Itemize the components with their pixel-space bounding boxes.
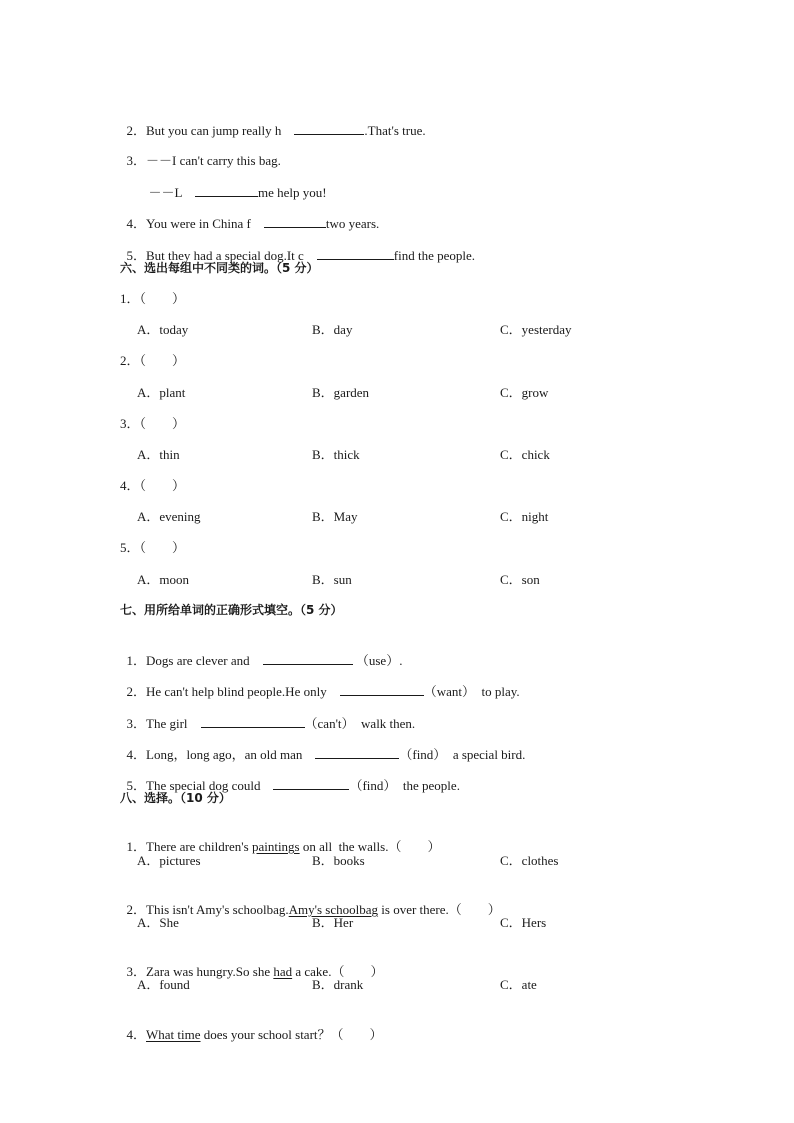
- question-number: 1．: [126, 839, 147, 854]
- option-a[interactable]: A．She: [137, 915, 179, 930]
- word-hint: （find）: [399, 747, 447, 762]
- option-c[interactable]: C．Hers: [500, 915, 547, 930]
- option-b[interactable]: B．books: [312, 853, 365, 868]
- question-text-end: walk then.: [361, 716, 416, 731]
- answer-blank[interactable]: [294, 121, 364, 135]
- option-c[interactable]: C．grow: [500, 385, 549, 400]
- s6-q2: [120, 352, 185, 370]
- answer-paren[interactable]: （ ）: [139, 291, 186, 306]
- answer-blank[interactable]: [317, 246, 394, 260]
- question-text-end[interactable]: does your school start？（ ）: [200, 1027, 383, 1042]
- question-number: 4．: [126, 216, 147, 231]
- question-text-end[interactable]: on all the walls.（ ）: [299, 839, 441, 854]
- question-number: 2．: [126, 684, 147, 699]
- underlined-word: What time: [146, 1027, 201, 1042]
- question-number: 1．: [126, 653, 147, 668]
- question-text: －－L: [148, 185, 182, 200]
- answer-blank[interactable]: [264, 214, 326, 228]
- option-a[interactable]: A．pictures: [137, 853, 201, 868]
- question-text: This isn't Amy's schoolbag.: [146, 902, 289, 917]
- word-hint: （use）: [355, 653, 400, 668]
- question-number: 3．: [126, 153, 147, 168]
- s6-q3: [120, 415, 185, 433]
- underlined-word: paintings: [251, 839, 300, 854]
- option-c[interactable]: C．yesterday: [500, 322, 572, 337]
- s6-q5: [120, 539, 185, 557]
- question-number: 3．: [126, 716, 147, 731]
- word-hint: （can't）: [304, 716, 355, 731]
- option-b[interactable]: B．Her: [312, 915, 354, 930]
- answer-blank[interactable]: [273, 776, 349, 790]
- section-6-title: 六、选出每组中不同类的词。（5 分）: [120, 261, 319, 275]
- option-b[interactable]: B．May: [312, 509, 358, 524]
- option-a[interactable]: A．today: [137, 322, 189, 337]
- question-number: 4．: [120, 478, 140, 493]
- option-c[interactable]: C．chick: [500, 447, 550, 462]
- question-number: 5．: [126, 248, 147, 263]
- question-text-end: two years.: [325, 216, 380, 231]
- question-text-end: me help you!: [257, 185, 327, 200]
- question-text: He can't help blind people.He only: [146, 684, 327, 699]
- option-a[interactable]: A．plant: [137, 385, 186, 400]
- answer-blank[interactable]: [315, 745, 399, 759]
- word-hint: （want）: [423, 684, 475, 699]
- question-number: 4．: [126, 1027, 147, 1042]
- question-text-end: the people.: [402, 778, 460, 793]
- underlined-word: had: [273, 964, 293, 979]
- question-number: 2．: [126, 123, 147, 138]
- underlined-word: Amy's schoolbag: [288, 902, 379, 917]
- question-number: 2．: [126, 902, 147, 917]
- question-number: 5．: [126, 778, 147, 793]
- question-text-end[interactable]: is over there.（ ）: [378, 902, 501, 917]
- s6-q1: [120, 290, 185, 308]
- question-text: Zara was hungry.So she: [146, 964, 274, 979]
- question-number: 3．: [120, 416, 140, 431]
- question-text-end: .: [399, 653, 403, 668]
- option-c[interactable]: C．clothes: [500, 853, 559, 868]
- question-text: But you can jump really h: [146, 123, 282, 138]
- s8-q1: [120, 820, 440, 856]
- question-number: 3．: [126, 964, 147, 979]
- question-text: －－I can't carry this bag.: [146, 153, 281, 168]
- option-b[interactable]: B．sun: [312, 572, 352, 587]
- option-a[interactable]: A．moon: [137, 572, 190, 587]
- answer-paren[interactable]: （ ）: [139, 353, 186, 368]
- answer-blank[interactable]: [201, 714, 305, 728]
- option-b[interactable]: B．garden: [312, 385, 370, 400]
- question-text: The special dog could: [146, 778, 261, 793]
- question-text: But they had a special dog.It c: [146, 248, 304, 263]
- s6-q4: [120, 477, 185, 495]
- option-b[interactable]: B．drank: [312, 977, 364, 992]
- word-hint: （find）: [349, 778, 397, 793]
- question-number: 2．: [120, 353, 140, 368]
- question-number: 5．: [120, 540, 140, 555]
- question-text-end: .That's true.: [364, 123, 426, 138]
- option-c[interactable]: C．son: [500, 572, 540, 587]
- answer-blank[interactable]: [195, 183, 258, 197]
- option-a[interactable]: A．thin: [137, 447, 180, 462]
- option-c[interactable]: C．night: [500, 509, 549, 524]
- answer-blank[interactable]: [263, 651, 353, 665]
- question-text: There are children's: [146, 839, 252, 854]
- question-text: Long，long ago，an old man: [146, 747, 303, 762]
- option-a[interactable]: A．evening: [137, 509, 201, 524]
- question-text: You were in China f: [146, 216, 251, 231]
- question-number: 1．: [120, 291, 140, 306]
- question-text: The girl: [146, 716, 188, 731]
- answer-paren[interactable]: （ ）: [139, 416, 186, 431]
- answer-blank[interactable]: [340, 682, 424, 696]
- question-text-end[interactable]: a cake.（ ）: [292, 964, 384, 979]
- question-text-end: to play.: [481, 684, 520, 699]
- question-text: Dogs are clever and: [146, 653, 250, 668]
- option-b[interactable]: B．day: [312, 322, 353, 337]
- s8-q4: [120, 1008, 383, 1044]
- section-8-title: 八、选择。（10 分）: [120, 791, 231, 805]
- question-text-end: find the people.: [393, 248, 476, 263]
- option-a[interactable]: A．found: [137, 977, 190, 992]
- option-c[interactable]: C．ate: [500, 977, 537, 992]
- section-7-title: 七、用所给单词的正确形式填空。（5 分）: [120, 603, 343, 617]
- question-text-end: a special bird.: [452, 747, 526, 762]
- answer-paren[interactable]: （ ）: [139, 478, 186, 493]
- option-b[interactable]: B．thick: [312, 447, 360, 462]
- answer-paren[interactable]: （ ）: [139, 540, 186, 555]
- question-number: 4．: [126, 747, 147, 762]
